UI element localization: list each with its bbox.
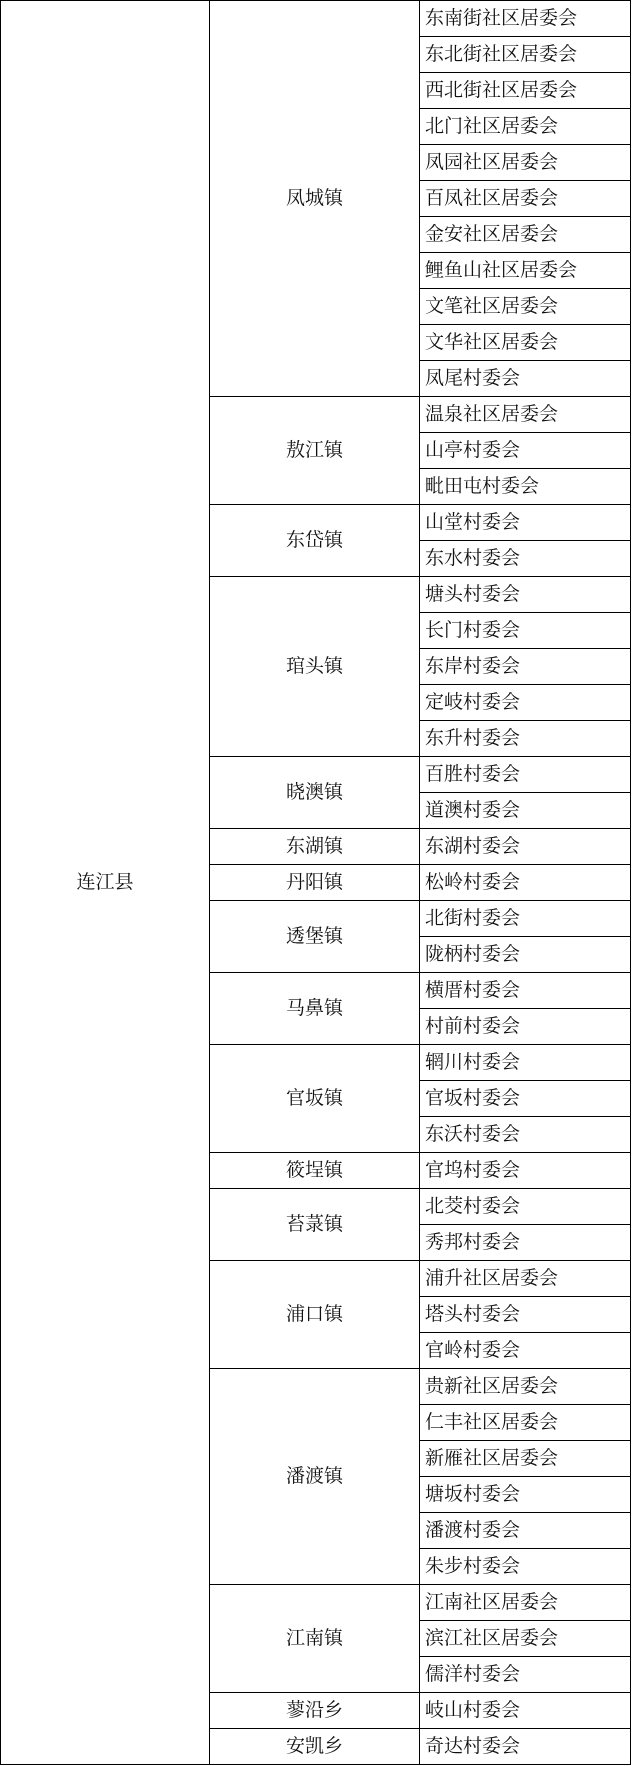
- table-body: [1, 1, 631, 1765]
- town-cell: 马鼻镇: [210, 973, 420, 1045]
- village-cell: 浦升社区居委会: [420, 1261, 631, 1297]
- table-row: [1, 1, 631, 37]
- village-cell: 东南街社区居委会: [420, 1, 631, 37]
- village-cell: 山亭村委会: [420, 433, 631, 469]
- village-cell: 北街村委会: [420, 901, 631, 937]
- village-cell: 文华社区居委会: [420, 325, 631, 361]
- village-cell: 道澳村委会: [420, 793, 631, 829]
- town-cell: 安凯乡: [210, 1729, 420, 1765]
- village-cell: 横厝村委会: [420, 973, 631, 1009]
- village-cell: 松岭村委会: [420, 865, 631, 901]
- county-cell: 连江县: [1, 1, 210, 1765]
- village-cell: 百凤社区居委会: [420, 181, 631, 217]
- village-cell: 西北街社区居委会: [420, 73, 631, 109]
- village-cell: 毗田屯村委会: [420, 469, 631, 505]
- village-cell: 朱步村委会: [420, 1549, 631, 1585]
- village-cell: 东水村委会: [420, 541, 631, 577]
- village-cell: 滨江社区居委会: [420, 1621, 631, 1657]
- village-cell: 岐山村委会: [420, 1693, 631, 1729]
- town-cell: 东湖镇: [210, 829, 420, 865]
- village-cell: 官坂村委会: [420, 1081, 631, 1117]
- town-cell: 筱埕镇: [210, 1153, 420, 1189]
- village-cell: 定岐村委会: [420, 685, 631, 721]
- town-cell: 凤城镇: [210, 1, 420, 397]
- village-cell: 山堂村委会: [420, 505, 631, 541]
- town-cell: 丹阳镇: [210, 865, 420, 901]
- town-cell: 官坂镇: [210, 1045, 420, 1153]
- village-cell: 金安社区居委会: [420, 217, 631, 253]
- village-cell: 官坞村委会: [420, 1153, 631, 1189]
- town-cell: 透堡镇: [210, 901, 420, 973]
- village-cell: 长门村委会: [420, 613, 631, 649]
- village-cell: 凤园社区居委会: [420, 145, 631, 181]
- village-cell: 村前村委会: [420, 1009, 631, 1045]
- town-cell: 琯头镇: [210, 577, 420, 757]
- village-cell: 官岭村委会: [420, 1333, 631, 1369]
- village-cell: 百胜村委会: [420, 757, 631, 793]
- village-cell: 东岸村委会: [420, 649, 631, 685]
- village-cell: 凤尾村委会: [420, 361, 631, 397]
- village-cell: 北茭村委会: [420, 1189, 631, 1225]
- village-cell: 东北街社区居委会: [420, 37, 631, 73]
- village-cell: 奇达村委会: [420, 1729, 631, 1765]
- village-cell: 贵新社区居委会: [420, 1369, 631, 1405]
- village-cell: 东湖村委会: [420, 829, 631, 865]
- town-cell: 东岱镇: [210, 505, 420, 577]
- village-cell: 陇柄村委会: [420, 937, 631, 973]
- town-cell: 浦口镇: [210, 1261, 420, 1369]
- village-cell: 鲤鱼山社区居委会: [420, 253, 631, 289]
- village-cell: 北门社区居委会: [420, 109, 631, 145]
- village-cell: 文笔社区居委会: [420, 289, 631, 325]
- village-cell: 辋川村委会: [420, 1045, 631, 1081]
- town-cell: 蓼沿乡: [210, 1693, 420, 1729]
- village-cell: 东升村委会: [420, 721, 631, 757]
- village-cell: 秀邦村委会: [420, 1225, 631, 1261]
- town-cell: 江南镇: [210, 1585, 420, 1693]
- village-cell: 东沃村委会: [420, 1117, 631, 1153]
- town-cell: 潘渡镇: [210, 1369, 420, 1585]
- village-cell: 新雁社区居委会: [420, 1441, 631, 1477]
- village-cell: 潘渡村委会: [420, 1513, 631, 1549]
- village-cell: 江南社区居委会: [420, 1585, 631, 1621]
- town-cell: 苔菉镇: [210, 1189, 420, 1261]
- village-cell: 温泉社区居委会: [420, 397, 631, 433]
- village-cell: 塘头村委会: [420, 577, 631, 613]
- village-cell: 仁丰社区居委会: [420, 1405, 631, 1441]
- village-cell: 塘坂村委会: [420, 1477, 631, 1513]
- town-cell: 敖江镇: [210, 397, 420, 505]
- village-cell: 儒洋村委会: [420, 1657, 631, 1693]
- town-cell: 晓澳镇: [210, 757, 420, 829]
- village-cell: 塔头村委会: [420, 1297, 631, 1333]
